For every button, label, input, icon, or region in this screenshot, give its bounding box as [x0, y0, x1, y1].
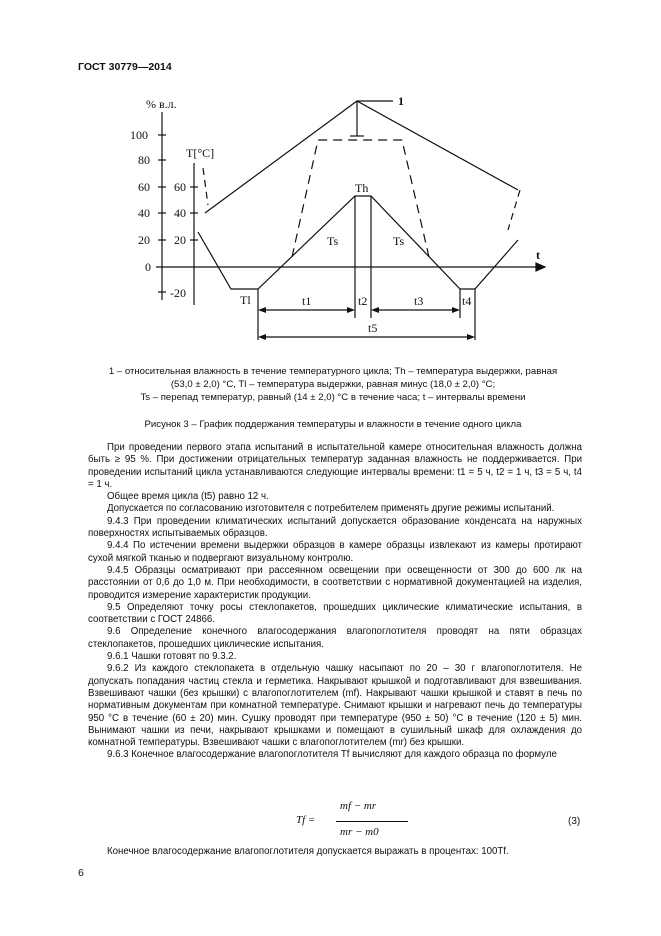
rh-tick-20: 20 — [138, 233, 150, 247]
body-text — [88, 442, 582, 762]
figure-title: Рисунок 3 – График поддержания температуры и влажности в течение одного цикла — [144, 419, 522, 430]
paragraph: Допускается по согласованию изготовителя с потребителем применять другие режимы испытаний. — [107, 503, 555, 515]
fraction-bar — [336, 821, 408, 822]
humidity-dash-end — [508, 190, 520, 230]
paragraph: 9.6 Определение конечного влагосодержания влагопоглотителя проводят на пяти образцах стеклопакетов, прошедших циклические испытания. — [88, 626, 582, 650]
rh-tick-80: 80 — [138, 153, 150, 167]
time-axis-label: t — [536, 248, 540, 262]
ts-left-label: Ts — [327, 234, 339, 248]
page-number: 6 — [78, 867, 84, 879]
th-label: Th — [355, 181, 369, 195]
interval-t4-label: t4 — [462, 294, 472, 308]
paragraph: 9.6.1 Чашки готовят по 9.3.2. — [107, 651, 237, 663]
formula-3 — [296, 800, 436, 842]
paragraph: 9.4.5 Образцы осматривают при рассеянном освещении при освещенности от 300 до 600 лк на расстоянии от 0,6 до 1,0 м. При необходимости, в соответствии с нормативной документацией на изделия, проводится измерение характеристик продукции. — [88, 564, 582, 601]
humidity-dashed-plateau — [292, 140, 429, 257]
interval-t1-label: t1 — [302, 294, 312, 308]
tl-label: Tl — [240, 293, 251, 307]
rh-tick-0: 0 — [145, 260, 151, 274]
rh-tick-40: 40 — [138, 206, 150, 220]
formula-lhs: Tf = — [296, 814, 316, 826]
t-tick-60: 60 — [174, 180, 186, 194]
legend-line-2: (53,0 ± 2,0) °C, Tl – температура выдержки, равная минус (18,0 ± 2,0) °C; — [170, 379, 496, 390]
interval-t2-label: t2 — [358, 294, 368, 308]
paragraph-after-formula: Конечное влагосодержание влагопоглотителя допускается выражать в процентах: 100Tf. — [107, 846, 509, 857]
temperature-humidity-chart — [0, 0, 661, 360]
rh-tick-60: 60 — [138, 180, 150, 194]
equation-number: (3) — [568, 816, 581, 827]
document-header: ГОСТ 30779—2014 — [78, 61, 172, 73]
formula-denominator: mr − m0 — [340, 826, 379, 838]
t-tick-40: 40 — [174, 206, 186, 220]
paragraph: 9.6.3 Конечное влагосодержание влагопоглотителя Tf вычисляют для каждого образца по формуле — [107, 749, 557, 761]
paragraph: 9.6.2 Из каждого стеклопакета в отдельную чашку насыпают по 20 – 30 г влагопоглотителя. Не допускать попадания частиц стекла и герметика. Накрывают крышкой и подготавливают для взвешивания. Взвешивают чашки (без крышки) с влагопоглотителем (mf). Накрывают чашки крышкой и ставят в печь по нормативным документам при комнатной температуре. Снимают крышки и нагревают печь до температуры 950 °C в течение (60 ± 20) мин. Сушку проводят при температуре (950 ± 50) °C в течение (120 ± 5) мин. Вынимают чашки из печи, накрывают крышками и помещают в сушильный шкаф для охлаждения до комнатной температуры. Взвешивают чашки с влагопоглотителем (mr) без крышки. — [88, 663, 582, 749]
humidity-dash-start — [203, 168, 208, 205]
rh-axis-unit: % в.л. — [146, 97, 177, 111]
curve-1-label: 1 — [398, 94, 404, 108]
paragraph: 9.4.3 При проведении климатических испытаний допускается образование конденсата на наружных поверхностях испытываемых образцов. — [88, 515, 582, 540]
paragraph: Общее время цикла (t5) равно 12 ч. — [107, 491, 269, 503]
paragraph: При проведении первого этапа испытаний в испытательной камере относительная влажность должна быть ≥ 95 %. При достижении отрицательных температур заданная влажность не поддерживается. При проведении испытаний цикла устанавливаются следующие интервалы времени: t1 = 5 ч, t2 = 1 ч, t3 = 5 ч, t4 = 1 ч. — [88, 442, 582, 490]
paragraph: 9.5 Определяют точку росы стеклопакетов, прошедших циклические климатические испытания, в соответствии с ГОСТ 24866. — [88, 601, 582, 626]
interval-t3-label: t3 — [414, 294, 424, 308]
legend-line-3: Ts – перепад температур, равный (14 ± 2,0) °C в течение часа; t – интервалы времени — [140, 392, 526, 403]
t-tick-20: 20 — [174, 233, 186, 247]
time-axis-arrow — [536, 263, 545, 271]
interval-t5-label: t5 — [368, 321, 378, 335]
paragraph: 9.4.4 По истечении времени выдержки образцов в камере образцы извлекают из камеры протирают сухой мягкой тканью и подвергают визуальному контролю. — [88, 540, 582, 564]
formula-numerator: mf − mr — [340, 800, 377, 812]
rh-tick-minus20: -20 — [170, 286, 186, 300]
figure-legend — [78, 365, 588, 404]
temperature-axis-unit: T[°C] — [186, 146, 215, 160]
rh-tick-100: 100 — [130, 128, 148, 142]
legend-line-1: 1 – относительная влажность в течение температурного цикла; Th – температура выдержки, равная — [108, 366, 558, 377]
temperature-curve — [198, 196, 518, 289]
ts-right-label: Ts — [393, 234, 405, 248]
